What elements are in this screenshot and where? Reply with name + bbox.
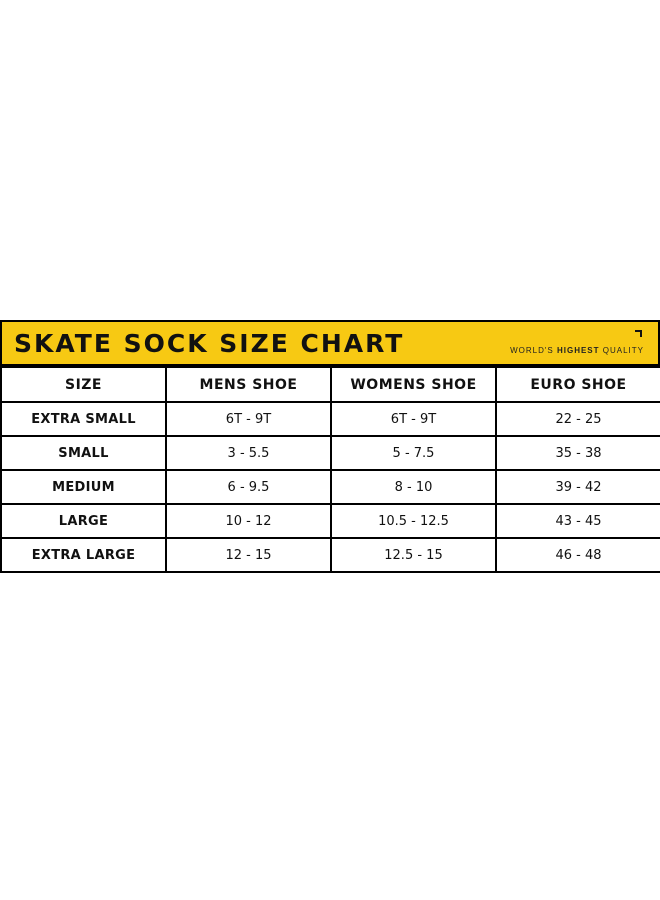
tagline-suffix: QUALITY: [602, 346, 644, 355]
cell-extra-large-size: EXTRA LARGE: [1, 538, 166, 572]
tagline-bold: HIGHEST: [556, 346, 600, 355]
cell-large-mens-shoe: 10 - 12: [166, 504, 331, 538]
cell-large-womens-shoe: 10.5 - 12.5: [331, 504, 496, 538]
column-header-womens-shoe: WOMENS SHOE: [331, 367, 496, 402]
cell-small-size: SMALL: [1, 436, 166, 470]
cell-extra-large-euro-shoe: 46 - 48: [496, 538, 660, 572]
cell-extra-small-mens-shoe: 6T - 9T: [166, 402, 331, 436]
chart-title: SKATE SOCK SIZE CHART: [14, 329, 405, 358]
column-header-euro-shoe: EURO SHOE: [496, 367, 660, 402]
cell-large-euro-shoe: 43 - 45: [496, 504, 660, 538]
cell-extra-small-euro-shoe: 22 - 25: [496, 402, 660, 436]
cell-small-womens-shoe: 5 - 7.5: [331, 436, 496, 470]
table-row: [1, 538, 660, 572]
cell-large-size: LARGE: [1, 504, 166, 538]
cell-extra-large-mens-shoe: 12 - 15: [166, 538, 331, 572]
tagline-prefix: WORLD'S: [510, 346, 554, 355]
cell-medium-mens-shoe: 6 - 9.5: [166, 470, 331, 504]
size-chart: [0, 320, 660, 573]
cell-medium-size: MEDIUM: [1, 470, 166, 504]
cell-extra-small-womens-shoe: 6T - 9T: [331, 402, 496, 436]
column-header-size: SIZE: [1, 367, 166, 402]
quality-tagline: [510, 346, 644, 355]
table-row: [1, 436, 660, 470]
table-body: [1, 402, 660, 572]
size-table: [0, 366, 660, 573]
cell-small-euro-shoe: 35 - 38: [496, 436, 660, 470]
table-header-row: [1, 367, 660, 402]
cell-extra-small-size: EXTRA SMALL: [1, 402, 166, 436]
corner-bracket-icon: [635, 330, 642, 337]
chart-header: [0, 320, 660, 366]
table-row: [1, 402, 660, 436]
table-row: [1, 470, 660, 504]
cell-medium-womens-shoe: 8 - 10: [331, 470, 496, 504]
cell-medium-euro-shoe: 39 - 42: [496, 470, 660, 504]
table-row: [1, 504, 660, 538]
cell-extra-large-womens-shoe: 12.5 - 15: [331, 538, 496, 572]
column-header-mens-shoe: MENS SHOE: [166, 367, 331, 402]
cell-small-mens-shoe: 3 - 5.5: [166, 436, 331, 470]
